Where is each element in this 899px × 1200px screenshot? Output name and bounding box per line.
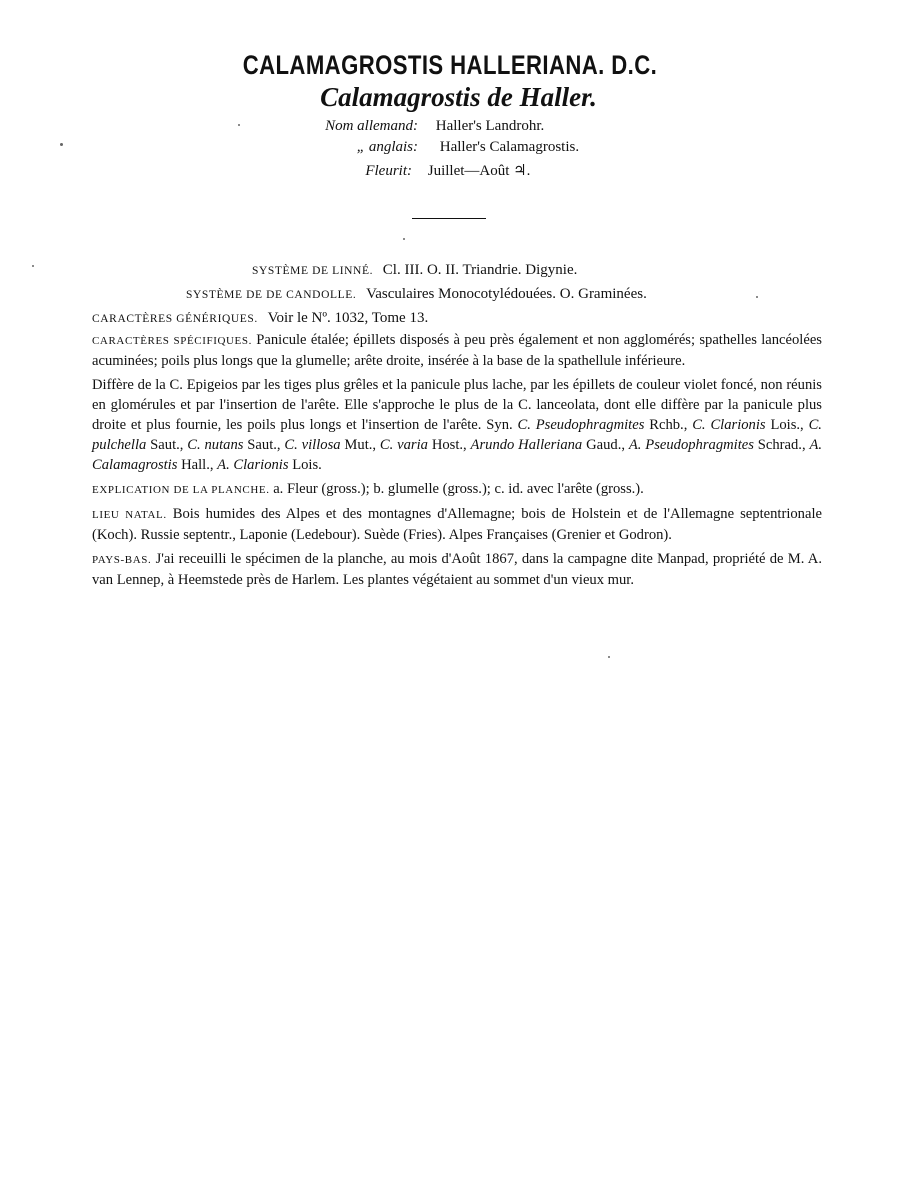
candolle-system-value: Vasculaires Monocotylédouées. O. Graminées. xyxy=(366,286,647,302)
synonym-10: A. Clarionis xyxy=(217,457,289,473)
specific-characters-text: Panicule étalée; épillets disposés à peu près également et non agglomérés; spathelles lancéolées acuminées; poils plus longs que la glumelle; arête droite, insérée à la base de la spathellule inférieure. xyxy=(92,332,822,369)
flowering-label: Fleurit: xyxy=(365,163,412,179)
plate-explanation-label: EXPLICATION DE LA PLANCHE. xyxy=(92,484,270,496)
synonym-9-author: Hall., xyxy=(181,457,214,473)
synonym-5-author: Mut., xyxy=(344,437,377,453)
synonym-3-author: Saut., xyxy=(150,437,184,453)
page-subtitle: Calamagrostis de Haller. xyxy=(320,82,597,112)
scan-speck xyxy=(756,296,758,298)
synonym-1: C. Pseudophragmites xyxy=(517,417,645,433)
scan-speck xyxy=(32,265,34,267)
differences-paragraph xyxy=(92,375,822,475)
netherlands-paragraph xyxy=(92,549,822,590)
synonym-7: Arundo Halleriana xyxy=(470,437,583,453)
differences-text: Diffère de la C. Epigeios par les tiges plus grêles et la panicule plus lache, par les épillets de couleur violet foncé, non réunis en glomérules et par l'insertion de l'arête. Elle s'approche le plus de la C. lanceolata, dont elle diffère par la panicule plus droite et plus fournie, les poils plus longs et l'insertion de l'arête. Syn. xyxy=(92,377,822,433)
separator-rule xyxy=(412,218,486,219)
synonym-9: A. Calamagrostis xyxy=(92,437,823,473)
synonym-6-author: Host., xyxy=(431,437,467,453)
scan-speck xyxy=(608,656,610,658)
synonym-2: C. Clarionis xyxy=(692,417,766,433)
native-habitat-text: Bois humides des Alpes et des montagnes d'Allemagne; bois de Holstein et de l'Allemagne septentrionale (Koch). Russie septentr., Laponie (Ledebour). Suède (Fries). Alpes Françaises (Grenier et Godron). xyxy=(92,506,822,543)
specific-characters-label: CARACTÈRES SPÉCIFIQUES. xyxy=(92,335,252,347)
plate-explanation-paragraph xyxy=(92,479,822,500)
synonym-5: C. villosa xyxy=(284,437,341,453)
flowering-value: Juillet—Août ♃. xyxy=(427,163,531,179)
english-name-label: „ anglais: xyxy=(356,139,418,155)
synonym-7-author: Gaud., xyxy=(586,437,626,453)
native-habitat-label: LIEU NATAL. xyxy=(92,509,167,521)
description-body xyxy=(92,330,822,594)
synonym-10-author: Lois. xyxy=(292,457,322,473)
german-name-value: Haller's Landrohr. xyxy=(435,118,545,134)
native-habitat-paragraph xyxy=(92,504,822,545)
specific-characters-paragraph xyxy=(92,330,822,371)
synonym-2-author: Lois., xyxy=(770,417,804,433)
linne-system-label: SYSTÈME DE LINNÉ. xyxy=(252,265,374,277)
candolle-system-line xyxy=(186,286,647,303)
candolle-system-label: SYSTÈME DE DE CANDOLLE. xyxy=(186,289,357,301)
linne-system-value: Cl. III. O. II. Triandrie. Digynie. xyxy=(382,262,578,278)
english-name-row xyxy=(316,139,579,159)
flowering-row xyxy=(316,161,530,181)
generic-characters-value: Voir le Nº. 1032, Tome 13. xyxy=(267,310,429,326)
generic-characters-line xyxy=(92,310,428,327)
linne-system-line xyxy=(252,262,577,279)
generic-characters-label: CARACTÈRES GÉNÉRIQUES. xyxy=(92,313,258,325)
netherlands-label: PAYS-BAS. xyxy=(92,554,152,566)
netherlands-text: J'ai receuilli le spécimen de la planche, au mois d'Août 1867, dans la campagne dite Manpad, propriété de M. A. van Lennep, à Heemstede près de Harlem. Les plantes végétaient au sommet d'un vieux mur. xyxy=(92,551,822,588)
scan-speck xyxy=(60,143,63,146)
scan-speck xyxy=(403,238,405,240)
english-name-value: Haller's Calamagrostis. xyxy=(439,139,580,155)
synonym-8: A. Pseudophragmites xyxy=(628,437,754,453)
german-name-row xyxy=(316,118,544,138)
synonym-8-author: Schrad., xyxy=(757,437,806,453)
plate-explanation-text: a. Fleur (gross.); b. glumelle (gross.); c. id. avec l'arête (gross.). xyxy=(273,481,644,497)
german-name-label: Nom allemand: xyxy=(325,118,418,134)
synonym-4-author: Saut., xyxy=(247,437,281,453)
page-title: CALAMAGROSTIS HALLERIANA. D.C. xyxy=(242,50,658,80)
synonym-4: C. nutans xyxy=(187,437,244,453)
synonym-1-author: Rchb., xyxy=(649,417,688,433)
synonym-6: C. varia xyxy=(379,437,428,453)
scan-speck xyxy=(238,124,240,126)
synonym-3: C. pulchella xyxy=(92,417,822,453)
